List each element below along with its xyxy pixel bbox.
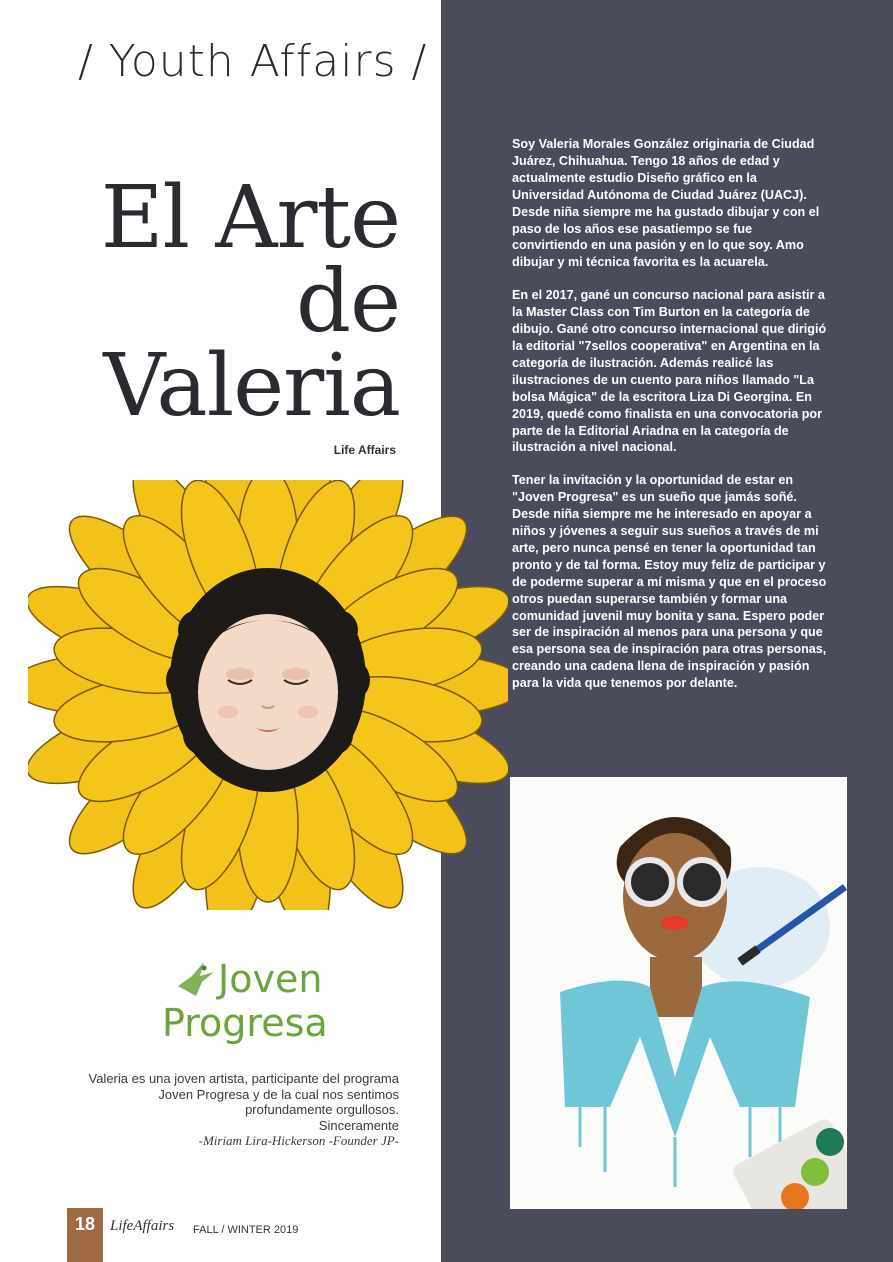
paragraph-1: Soy Valeria Morales González originaria de Ciudad Juárez, Chihuahua. Tengo 18 años de edad y actualmente estudio Diseño gráfico en la Universidad Autónoma de Ciudad Juárez (UACJ). Desde niña siempre me ha gustado dibujar y con el paso de los años ese pasatiempo se fue convirtiendo en una pasión y en lo que soy. Amo dibujar y mi técnica favorita es la acuarela. (512, 137, 820, 270)
logo-line-2: Progresa (162, 1001, 328, 1045)
title-line-3: Valeria (103, 336, 400, 436)
caption-closing: Sinceramente (318, 1117, 399, 1133)
joven-progresa-logo (160, 956, 345, 1056)
caption (79, 1071, 399, 1149)
paragraph-2: En el 2017, gané un concurso nacional para asistir a la Master Class con Tim Burton en la categoría de dibujo. Gané otro concurso internacional que dirigió la editorial "7sellos cooperativa" en Argentina en la categoría de ilustración. Además realicé las ilustraciones de un cuento para niños llamado "La bolsa Mágica" de la escritora Liza Di Georgina. En 2019, quedé como finalista en una convocatoria por parte de la Editorial Ariadna en la categoría de ilustración a nivel nacional. (512, 288, 827, 455)
section-title: / Youth Affairs / (78, 36, 428, 87)
painting-photo (510, 777, 847, 1209)
footer-season: FALL / WINTER 2019 (193, 1224, 299, 1236)
title-line-2: de (296, 252, 400, 352)
sunflower-illustration (28, 480, 508, 910)
logo-line-1: Joven (218, 957, 323, 1001)
title-line-1: El Arte (100, 168, 400, 268)
footer-brand: LifeAffairs (110, 1218, 175, 1234)
hummingbird-icon (174, 956, 220, 1000)
paragraph-3: Tener la invitación y la oportunidad de estar en "Joven Progresa" es un sueño que jamás soñé. Desde niña siempre me he interesado en apoyar a niños y jóvenes a seguir sus sueños a través de mi arte, pero nunca pensé en tener la oportunidad tan pronto y de tal forma. Estoy muy feliz de participar y de poderme superar a mí misma y que en el proceso otros puedan superarse también y formar una comunidad juvenil muy bonita y sana. Espero poder ser de inspiración al menos para una persona y que esa persona sea de inspiración para otras personas, creando una cadena llena de inspiración y pasión para la vida que tenemos por delante. (512, 473, 827, 691)
caption-text: Valeria es una joven artista, participante del programa Joven Progresa y de la cual nos sentimos profundamente orgullosos. (88, 1071, 399, 1117)
page-number: 18 (67, 1208, 103, 1262)
caption-signature: -Miriam Lira-Hickerson -Founder JP- (198, 1133, 399, 1148)
watercolor-portrait (510, 777, 847, 1209)
byline: Life Affairs (333, 443, 396, 457)
article-body (512, 136, 830, 708)
article-title (100, 168, 400, 436)
